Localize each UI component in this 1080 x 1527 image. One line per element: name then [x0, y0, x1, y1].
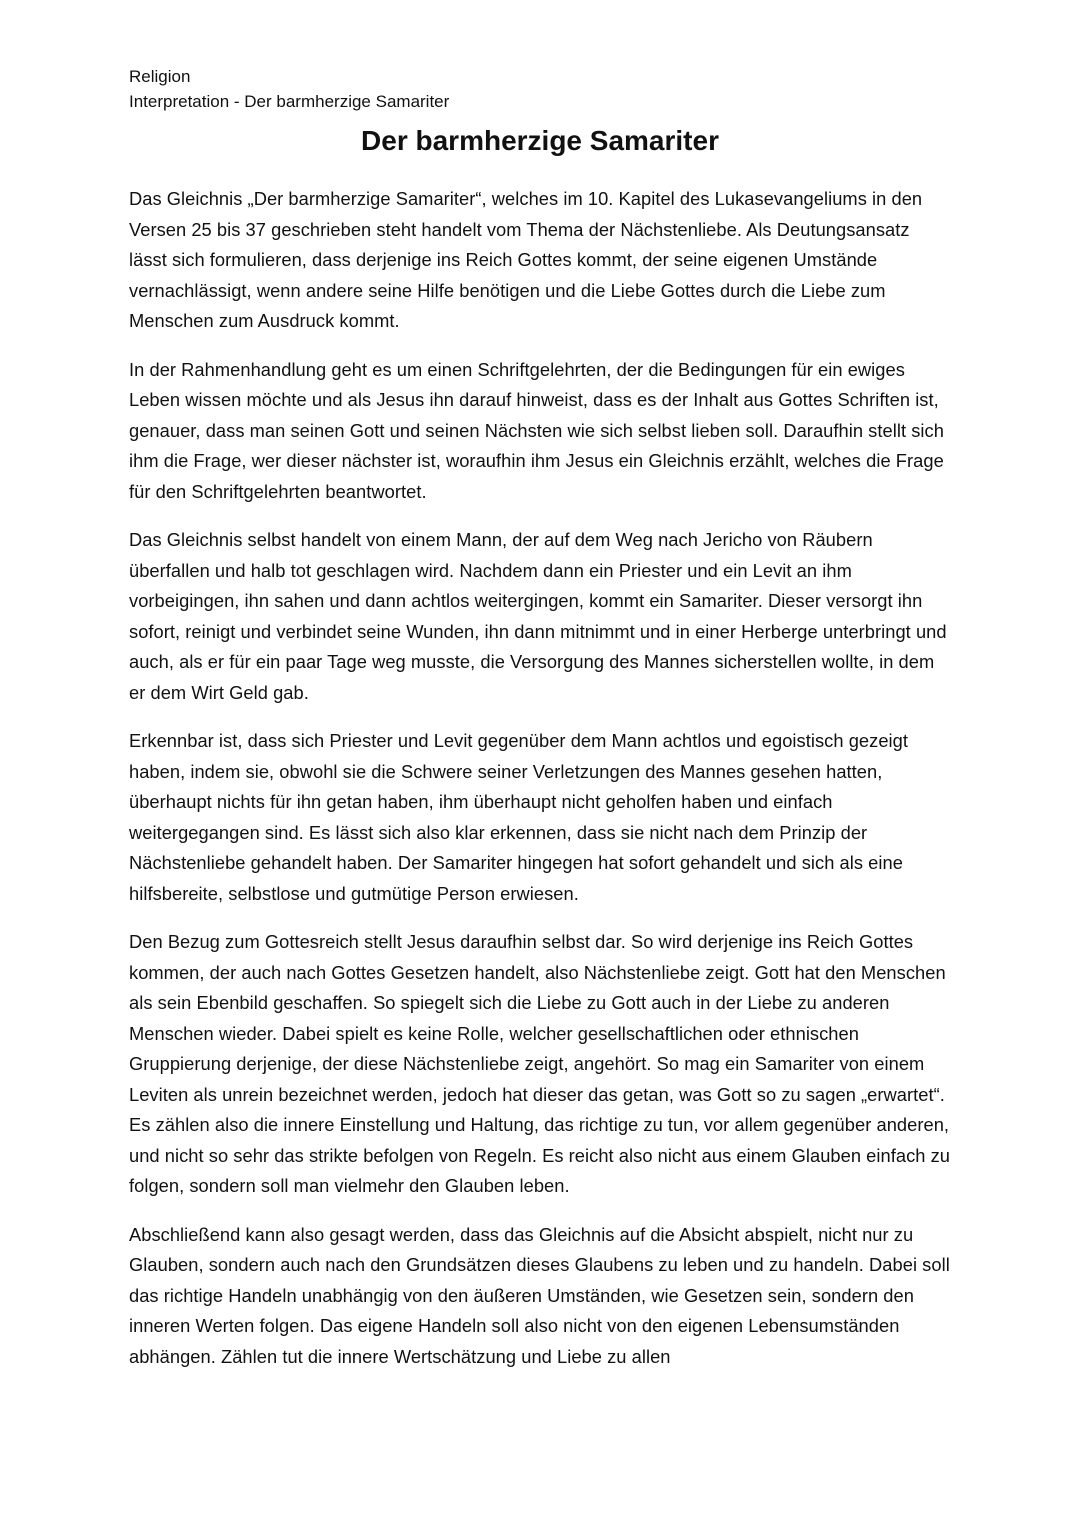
- header-subject: Religion: [129, 67, 191, 86]
- paragraph-analyse: Erkennbar ist, dass sich Priester und Levit gegenüber dem Mann achtlos und egoistisch gezeigt haben, indem sie, obwohl sie die Schwere seiner Verletzungen des Mannes gesehen hatten, überhaupt nichts für ihn getan haben, ihm überhaupt nicht geholfen haben und einfach weitergegangen sind. Es lässt sich also klar erkennen, dass sie nicht nach dem Prinzip der Nächstenliebe gehandelt haben. Der Samariter hingegen hat sofort gehandelt und sich als eine hilfsbereite, selbstlose und gutmütige Person erwiesen.: [129, 730, 908, 904]
- paragraph-fazit: Abschließend kann also gesagt werden, dass das Gleichnis auf die Absicht abspielt, nicht nur zu Glauben, sondern auch nach den Grundsätzen dieses Glaubens zu leben und zu handeln. Dabei soll das richtige Handeln unabhängig von den äußeren Umständen, wie Gesetzen sein, sondern den inneren Werten folgen. Das eigene Handeln soll also nicht von den eigenen Lebensumständen abhängen. Zählen tut die innere Wertschätzung und Liebe zu allen: [129, 1223, 950, 1367]
- paragraph-gottesreich: Den Bezug zum Gottesreich stellt Jesus daraufhin selbst dar. So wird derjenige ins Reich Gottes kommen, der auch nach Gottes Gesetzen handelt, also Nächstenliebe zeigt. Gott hat den Menschen als sein Ebenbild geschaffen. So spiegelt sich die Liebe zu Gott auch in der Liebe zu anderen Menschen wieder. Dabei spielt es keine Rolle, welcher gesellschaftlichen oder ethnischen Gruppierung derjenige, der diese Nächstenliebe zeigt, angehört. So mag ein Samariter von einem Leviten als unrein bezeichnet werden, jedoch hat dieser das getan, was Gott so zu sagen „erwartet“. Es zählen also die innere Einstellung und Haltung, das richtige zu tun, vor allem gegenüber anderen, und nicht so sehr das strikte befolgen von Regeln. Es reicht also nicht aus einem Glauben einfach zu folgen, sondern soll man vielmehr den Glauben leben.: [129, 931, 951, 1196]
- paragraph-gleichnis: Das Gleichnis selbst handelt von einem Mann, der auf dem Weg nach Jericho von Räubern überfallen und halb tot geschlagen wird. Nachdem dann ein Priester und ein Levit an ihm vorbeigingen, ihn sahen und dann achtlos weitergingen, kommt ein Samariter. Dieser versorgt ihn sofort, reinigt und verbindet seine Wunden, ihn dann mitnimmt und in einer Herberge unterbringt und auch, als er für ein paar Tage weg musste, die Versorgung des Mannes sicherstellen wollte, in dem er dem Wirt Geld gab.: [129, 529, 947, 703]
- paragraph-intro: Das Gleichnis „Der barmherzige Samariter“, welches im 10. Kapitel des Lukasevangeliums in den Versen 25 bis 37 geschrieben steht handelt vom Thema der Nächstenliebe. Als Deutungsansatz lässt sich formulieren, dass derjenige ins Reich Gottes kommt, der seine eigenen Umstände vernachlässigt, wenn andere seine Hilfe benötigen und die Liebe Gottes durch die Liebe zum Menschen zum Ausdruck kommt.: [129, 188, 923, 331]
- header-topic: Interpretation - Der barmherzige Samariter: [129, 92, 450, 111]
- paragraph-rahmenhandlung: In der Rahmenhandlung geht es um einen Schriftgelehrten, der die Bedingungen für ein ewiges Leben wissen möchte und als Jesus ihn darauf hinweist, dass es der Inhalt aus Gottes Schriften ist, genauer, dass man seinen Gott und seinen Nächsten wie sich selbst lieben soll. Daraufhin stellt sich ihm die Frage, wer dieser nächster ist, woraufhin ihm Jesus ein Gleichnis erzählt, welches die Frage für den Schriftgelehrten beantwortet.: [129, 358, 944, 502]
- document-title: Der barmherzige Samariter: [361, 125, 719, 156]
- document-page: [129, 64, 951, 1390]
